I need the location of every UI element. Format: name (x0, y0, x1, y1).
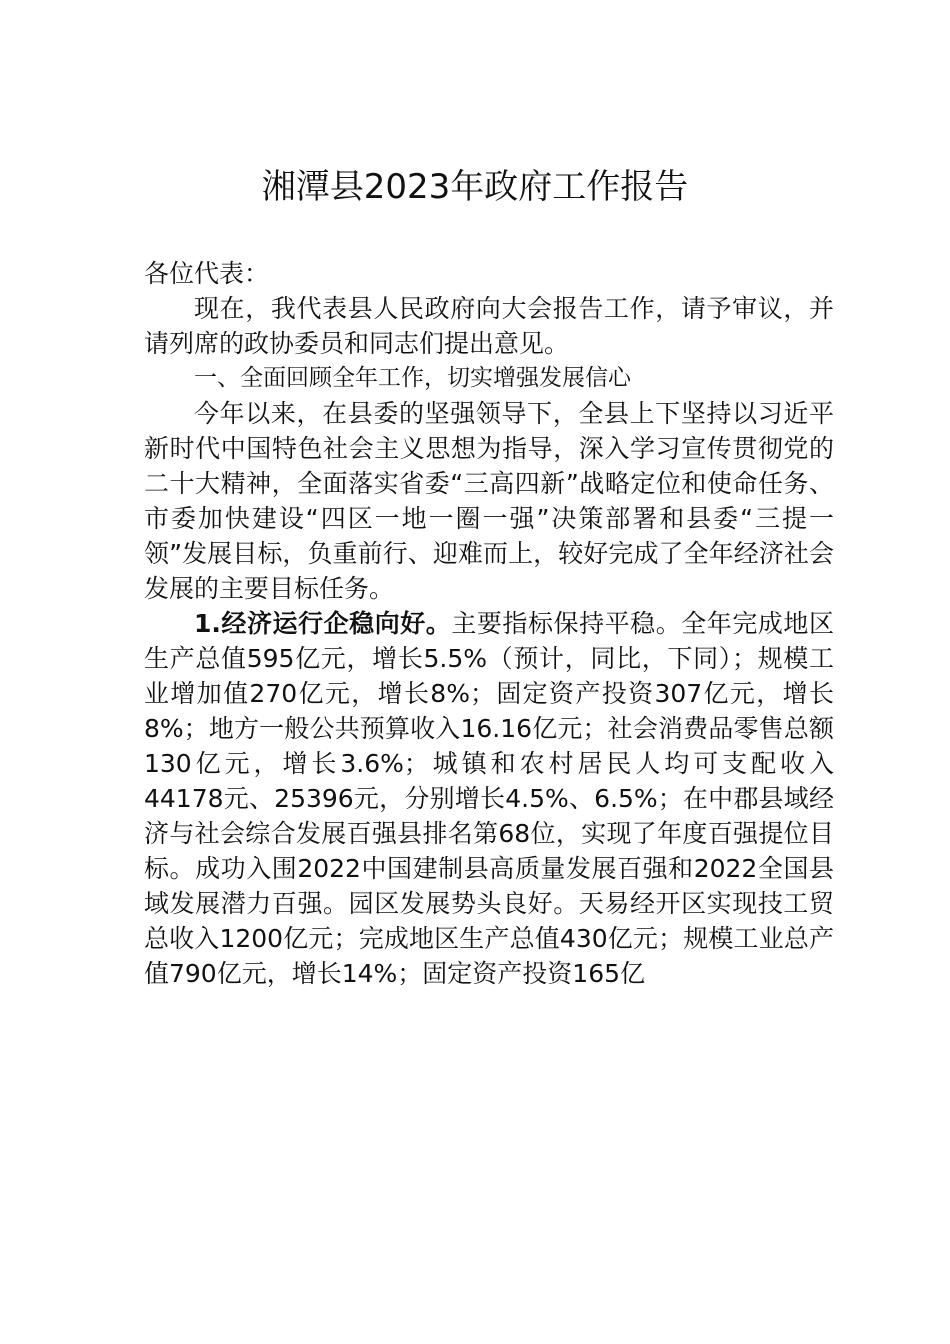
item-paragraph (144, 606, 834, 991)
item-lead: 1.经济运行企稳向好。 (194, 609, 452, 638)
salutation: 各位代表： (144, 259, 270, 288)
intro-paragraph: 现在，我代表县人民政府向大会报告工作，请予审议，并请列席的政协委员和同志们提出意见。 (144, 294, 834, 358)
section-heading: 一、全面回顾全年工作，切实增强发展信心 (194, 365, 631, 391)
document-body (144, 256, 834, 991)
document-title: 湘潭县2023年政府工作报告 (261, 167, 689, 207)
section-paragraph: 今年以来，在县委的坚强领导下，全县上下坚持以习近平新时代中国特色社会主义思想为指导，深入学习宣传贯彻党的二十大精神，全面落实省委“三高四新”战略定位和使命任务、市委加快建设“四区一地一圈一强”决策部署和县委“三提一领”发展目标，负重前行、迎难而上，较好完成了全年经济社会发展的主要目标任务。 (144, 399, 834, 603)
item-body: 主要指标保持平稳。全年完成地区生产总值595亿元，增长5.5%（预计，同比，下同）；规模工业增加值270亿元，增长8%；固定资产投资307亿元，增长8%；地方一般公共预算收入16.16亿元；社会消费品零售总额130亿元，增长3.6%；城镇和农村居民人均可支配收入44178元、25396元，分别增长4.5%、6.5%；在中郡县域经济与社会综合发展百强县排名第68位，实现了年度百强提位目标。成功入围2022中国建制县高质量发展百强和2022全国县域发展潜力百强。园区发展势头良好。天易经开区实现技工贸总收入1200亿元；完成地区生产总值430亿元；规模工业总产值790亿元，增长14%；固定资产投资165亿 (144, 609, 834, 988)
